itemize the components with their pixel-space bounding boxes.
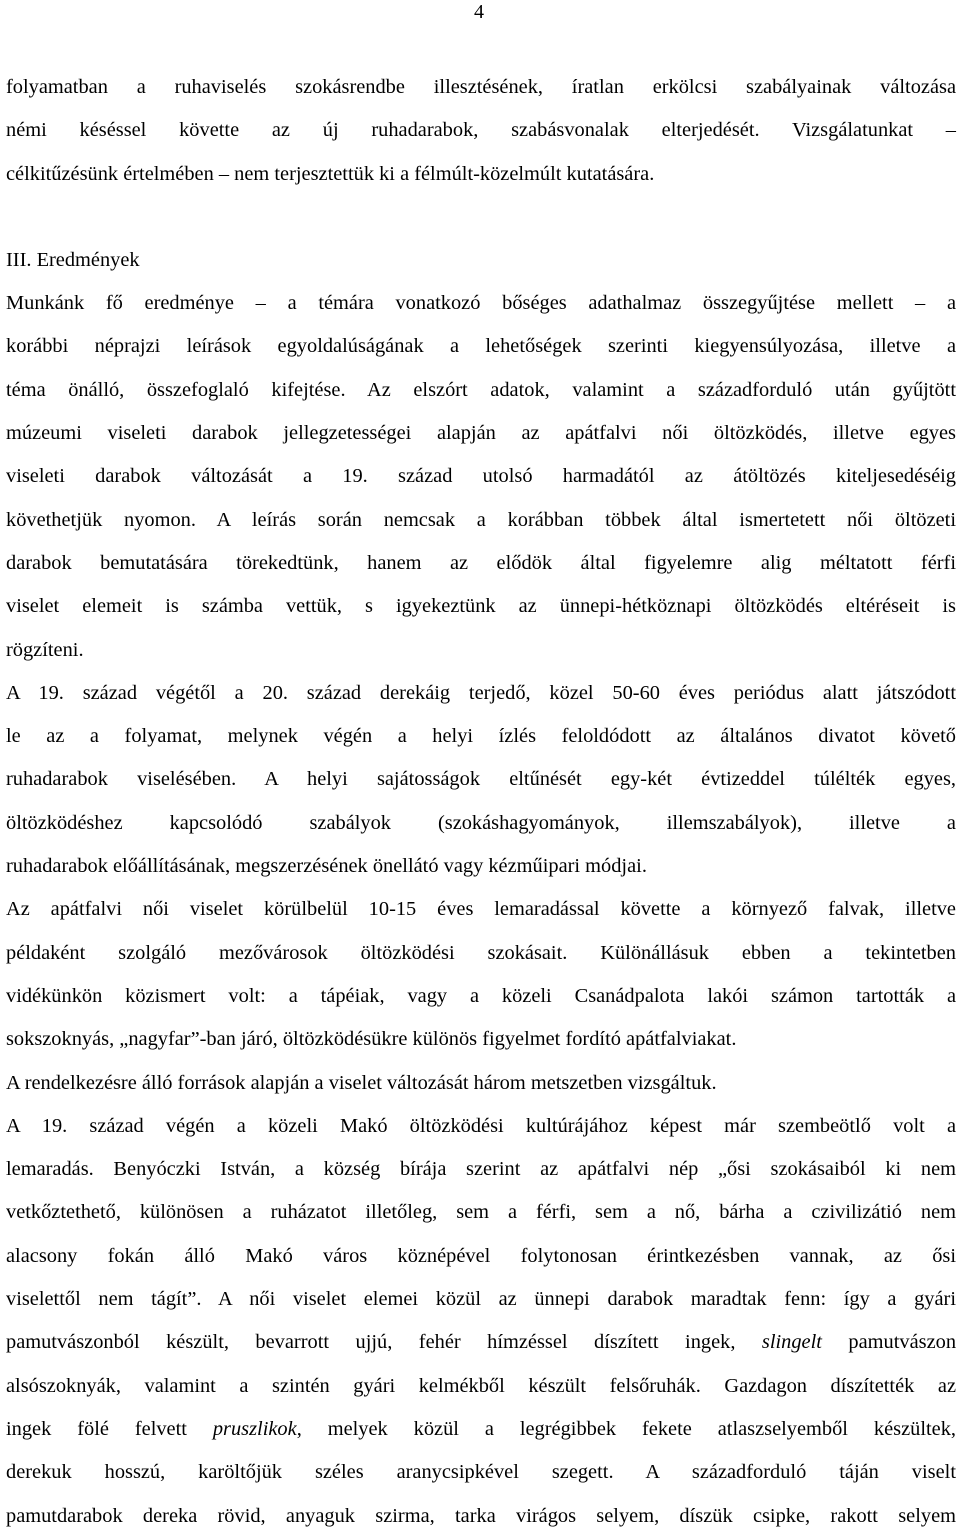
- text-line: némi késéssel követte az új ruhadarabok, szabásvonalak elterjedését. Vizsgálatunkat –: [6, 119, 956, 142]
- text-line: Az apátfalvi női viselet körülbelül 10-15 éves lemaradással követte a környező falvak, illetve: [6, 898, 956, 921]
- text-line: viseleti darabok változását a 19. század utolsó harmadától az átöltözés kiteljesedéséig: [6, 465, 956, 488]
- text-line: múzeumi viseleti darabok jellegzetességei alapján az apátfalvi női öltözködés, illetve egyes: [6, 422, 956, 445]
- text-line: viselettől nem tágít”. A női viselet elemei közül az ünnepi darabok maradtak fenn: így a gyári: [6, 1288, 956, 1311]
- paragraph-gap: [6, 196, 956, 239]
- results-paragraph-1: [6, 282, 956, 672]
- text-line: követhetjük nyomon. A leírás során nemcsak a korábban többek által ismertetett női öltözeti: [6, 508, 956, 531]
- text-line: vidékünkön közismert volt: a tápéiak, vagy a közeli Csanádpalota lakói számon tartották a: [6, 984, 956, 1007]
- italic-term: slingelt: [761, 1331, 822, 1354]
- section-heading: III. Eredmények: [6, 248, 140, 271]
- text-line: A 19. század végétől a 20. század derekáig terjedő, közel 50-60 éves periódus alatt játszódott: [6, 681, 956, 704]
- results-paragraph-2: [6, 672, 956, 888]
- text-line: alacsony fokán álló Makó város köznépével folytonosan érintkezésben vannak, az ősi: [6, 1244, 956, 1267]
- text-line: le az a folyamat, melynek végén a helyi ízlés feloldódott az általános divatot követő: [6, 725, 956, 748]
- results-paragraph-5: [6, 1105, 956, 1538]
- text-line: példaként szolgáló mezővárosok öltözködési szokásait. Különállásuk ebben a tekintetben: [6, 941, 956, 964]
- text-line: A 19. század végén a közeli Makó öltözködési kultúrájához képest már szembeötlő volt a: [6, 1114, 956, 1137]
- text-line: [6, 1408, 956, 1451]
- text-segment: pamutvászon: [821, 1331, 957, 1354]
- text-line: pamutdarabok dereka rövid, anyaguk szirma, tarka virágos selyem, díszük csipke, rakott selyem: [6, 1504, 956, 1527]
- text-line: derekuk hosszú, karöltőjük széles aranycsipkével szegett. A századforduló táján viselt: [6, 1461, 956, 1484]
- italic-term: pruszlikok: [212, 1417, 297, 1440]
- text-line: korábbi néprajzi leírások egyoldalúságának a lehetőségek szerinti kiegyensúlyozása, illetve a: [6, 335, 956, 358]
- text-line: rögzíteni.: [6, 638, 84, 661]
- text-line: ruhadarabok viselésében. A helyi sajátosságok eltűnését egy-két évtizeddel túlélték egyes,: [6, 768, 956, 791]
- text-line: Munkánk fő eredménye – a témára vonatkozó bőséges adathalmaz összegyűjtése mellett – a: [6, 292, 956, 315]
- results-paragraph-3: [6, 888, 956, 1061]
- text-line: vetkőztethető, különösen a ruházatot illetőleg, sem a férfi, sem a nő, bárha a czivilizátió nem: [6, 1201, 956, 1224]
- text-line: viselet elemeit is számba vettük, s igyekeztünk az ünnepi-hétköznapi öltözködés eltéréseit is: [6, 595, 956, 618]
- text-segment: , melyek közül a legrégibbek fekete atlaszselyemből készültek,: [296, 1417, 956, 1440]
- text-line: sokszoknyás, „nagyfar”-ban járó, öltözködésükre különös figyelmet fordító apátfalviakat.: [6, 1028, 737, 1051]
- text-line: öltözködéshez kapcsolódó szabályok (szokáshagyományok, illemszabályok), illetve a: [6, 811, 956, 834]
- text-line: alsószoknyák, valamint a szintén gyári kelmékből készült felsőruhák. Gazdagon díszítették az: [6, 1374, 956, 1397]
- text-line: [6, 1321, 956, 1364]
- text-line: darabok bemutatására törekedtünk, hanem az elődök által figyelemre alig méltatott férfi: [6, 551, 956, 574]
- results-paragraph-4: [6, 1062, 956, 1105]
- text-line: téma önálló, összefoglaló kifejtése. Az elszórt adatok, valamint a századforduló után gyűjtött: [6, 378, 956, 401]
- text-line: célkitűzésünk értelmében – nem terjesztettük ki a félmúlt-közelmúlt kutatására.: [6, 162, 655, 185]
- page-number: 4: [474, 1, 484, 23]
- intro-paragraph: [6, 66, 956, 196]
- text-line: lemaradás. Benyóczki István, a község bírája szerint az apátfalvi nép „ősi szokásaiból ki nem: [6, 1158, 956, 1181]
- text-line: A rendelkezésre álló források alapján a viselet változását három metszetben vizsgáltuk.: [6, 1071, 717, 1094]
- text-segment: pamutvászonból készült, bevarrott ujjú, fehér hímzéssel díszített ingek,: [6, 1331, 762, 1354]
- document-body: [6, 66, 956, 1538]
- text-line: ruhadarabok előállításának, megszerzésének önellátó vagy kézműipari módjai.: [6, 855, 647, 878]
- text-segment: ingek fölé felvett: [6, 1417, 213, 1440]
- text-line: folyamatban a ruhaviselés szokásrendbe illesztésének, íratlan erkölcsi szabályainak változása: [6, 76, 956, 98]
